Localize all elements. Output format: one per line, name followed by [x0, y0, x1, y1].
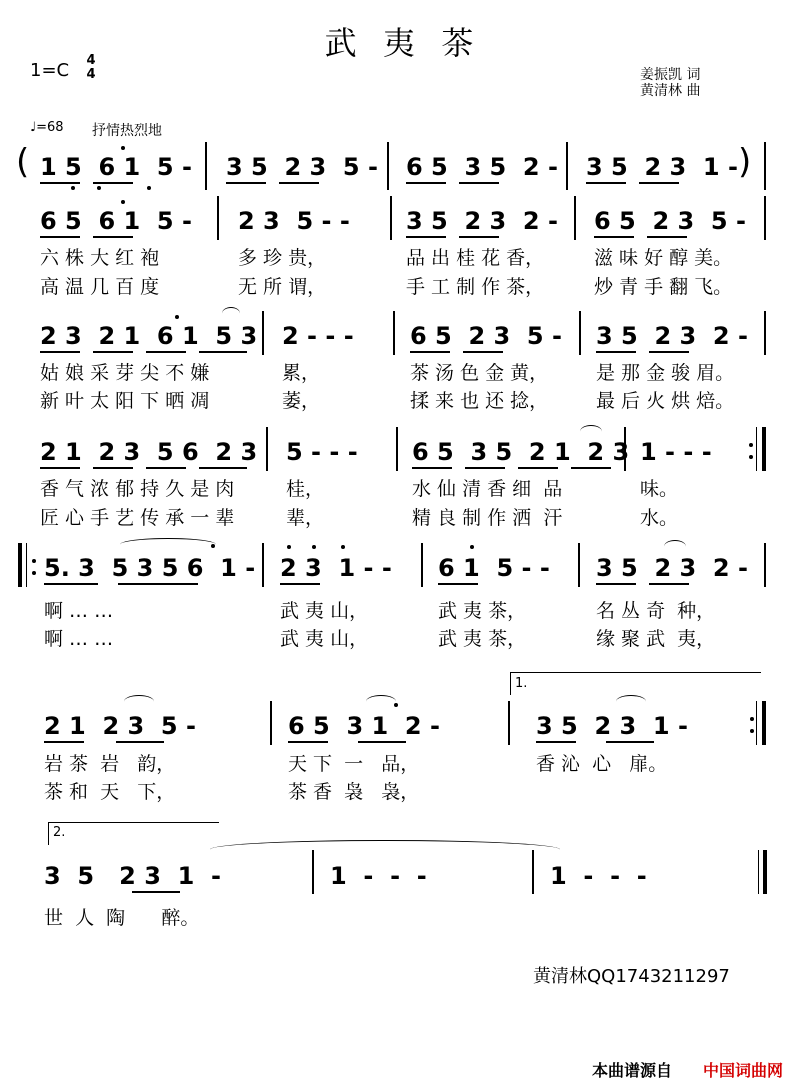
barline	[217, 196, 219, 240]
underline-beam	[412, 467, 452, 469]
lyrics-line: 世 人 陶 醉。	[44, 907, 200, 929]
repeat-dot	[749, 443, 753, 447]
underline-beam	[93, 467, 133, 469]
underline-beam	[279, 182, 319, 184]
lyrics-line: 茶 和 天 下，	[44, 781, 176, 803]
lyrics-line: 缘 聚 武 夷，	[596, 628, 716, 650]
barline	[764, 543, 766, 587]
barline	[574, 196, 576, 240]
repeat-barline	[18, 543, 22, 587]
lyrics-line: 桂，	[286, 478, 325, 500]
lyrics-line: 是 那 金 骏 眉。	[596, 362, 735, 384]
lyrics-line: 多 珍 贵，	[238, 247, 327, 269]
underline-beam	[40, 351, 80, 353]
lyrics-line: 新 叶 太 阳 下 晒 凋	[40, 390, 210, 412]
measure-notes: 3 5 2 3 1 -	[44, 862, 222, 890]
measure-notes: 3 5 2 3 1 -	[586, 153, 738, 181]
underline-beam	[406, 236, 446, 238]
underline-beam	[465, 467, 505, 469]
repeat-barline	[26, 543, 27, 587]
slur-mark	[222, 307, 240, 320]
lyrics-line: 啊 … …	[44, 628, 114, 650]
measure-notes: 1 - - -	[550, 862, 647, 890]
lyrics-line: 精 良 制 作 洒 汗	[412, 507, 563, 529]
barline	[764, 196, 766, 240]
octave-dot-high	[121, 146, 125, 150]
lyrics-line: 萎，	[282, 390, 321, 412]
repeat-barline	[756, 701, 757, 745]
underline-beam	[40, 236, 80, 238]
barline	[579, 311, 581, 355]
measure-notes: 3 5 2 3 2 -	[596, 322, 748, 350]
underline-beam	[93, 236, 133, 238]
underline-beam	[586, 182, 626, 184]
underline-beam	[40, 467, 80, 469]
barline	[396, 427, 398, 471]
octave-dot-high	[211, 544, 215, 548]
measure-notes: 6 5 3 5 2 1 2 3	[412, 438, 630, 466]
barline	[390, 196, 392, 240]
underline-beam	[199, 467, 247, 469]
open-paren: (	[16, 142, 30, 182]
measure-notes: 3 5 2 3 5 -	[226, 153, 378, 181]
lyrics-line: 辈，	[286, 507, 325, 529]
underline-beam	[44, 583, 98, 585]
lyrics-line: 天 下 一 品，	[288, 753, 420, 775]
volta-bracket-1	[510, 672, 761, 695]
octave-dot-high	[394, 703, 398, 707]
measure-notes: 1 - - -	[330, 862, 427, 890]
octave-dot-high	[175, 315, 179, 319]
lyrics-line: 品 出 桂 花 香，	[406, 247, 545, 269]
underline-beam	[649, 583, 689, 585]
lyrics-line: 武 夷 山，	[280, 600, 369, 622]
underline-beam	[596, 351, 636, 353]
measure-notes: 3 5 2 3 1 -	[536, 712, 688, 740]
volta-bracket-2	[48, 822, 219, 845]
measure-notes: 3 5 2 3 2 -	[406, 207, 558, 235]
lyrics-line: 水 仙 清 香 细 品	[412, 478, 563, 500]
lyrics-line: 武 夷 茶，	[438, 600, 527, 622]
final-barline	[758, 850, 759, 894]
tie-mark	[210, 840, 560, 859]
lyrics-line: 茶 香 袅 袅，	[288, 781, 420, 803]
underline-beam	[459, 236, 499, 238]
underline-beam	[647, 236, 687, 238]
lyrics-line: 啊 … …	[44, 600, 114, 622]
slur-mark	[366, 695, 396, 708]
lyrics-line: 水。	[640, 507, 679, 529]
underline-beam	[199, 351, 247, 353]
lyrics-line: 高 温 几 百 度	[40, 276, 160, 298]
measure-notes: 6 5 3 5 2 -	[406, 153, 558, 181]
lyricist-credit: 姜振凯 词	[640, 67, 701, 83]
barline	[312, 850, 314, 894]
slur-mark	[580, 425, 602, 438]
underline-beam	[280, 583, 320, 585]
lyrics-line: 炒 青 手 翻 飞。	[594, 276, 733, 298]
time-signature-top: 4	[86, 53, 96, 68]
slur-mark	[616, 695, 646, 708]
measure-notes: 2 - - -	[282, 322, 354, 350]
underline-beam	[146, 351, 186, 353]
measure-notes: 1 - - -	[640, 438, 712, 466]
barline	[393, 311, 395, 355]
lyrics-line: 武 夷 山，	[280, 628, 369, 650]
lyrics-line: 揉 来 也 还 捻，	[410, 390, 549, 412]
measure-notes: 2 1 2 3 5 6 2 3	[40, 438, 258, 466]
lyrics-line: 香 沁 心 扉。	[536, 753, 668, 775]
measure-notes: 2 3 2 1 6 1 5 3	[40, 322, 258, 350]
final-barline	[763, 850, 767, 894]
lyrics-line: 最 后 火 烘 焙。	[596, 390, 735, 412]
composer-credit: 黄清林 曲	[640, 83, 701, 99]
lyrics-line: 武 夷 茶，	[438, 628, 527, 650]
octave-dot-high	[121, 200, 125, 204]
underline-beam	[40, 182, 80, 184]
underline-beam	[518, 467, 558, 469]
barline	[421, 543, 423, 587]
underline-beam	[116, 741, 164, 743]
repeat-barline	[756, 427, 757, 471]
octave-dot-low	[97, 186, 101, 190]
underline-beam	[132, 891, 180, 893]
lyrics-line: 无 所 谓，	[238, 276, 327, 298]
lyrics-line: 手 工 制 作 茶，	[406, 276, 545, 298]
repeat-dot	[32, 559, 36, 563]
measure-notes: 6 5 3 1 2 -	[288, 712, 440, 740]
close-paren: )	[738, 142, 752, 182]
underline-beam	[226, 182, 266, 184]
underline-beam	[606, 741, 654, 743]
measure-notes: 5. 3 5 3 5 6 1 -	[44, 554, 256, 582]
underline-beam	[410, 351, 450, 353]
measure-notes: 3 5 2 3 2 -	[596, 554, 748, 582]
repeat-barline	[762, 427, 766, 471]
lyrics-line: 岩 茶 岩 韵，	[44, 753, 176, 775]
measure-notes: 6 5 2 3 5 -	[594, 207, 746, 235]
lyrics-line: 姑 娘 采 芽 尖 不 嫌	[40, 362, 210, 384]
underline-beam	[459, 182, 499, 184]
measure-notes: 2 1 2 3 5 -	[44, 712, 196, 740]
octave-dot-high	[341, 545, 345, 549]
footer-source-label: 本曲谱源自	[592, 1061, 673, 1080]
repeat-dot	[749, 455, 753, 459]
measure-notes: 1 5 6 1 5 -	[40, 153, 192, 181]
time-signature	[84, 54, 98, 82]
underline-beam	[639, 182, 679, 184]
lyrics-line: 滋 味 好 醇 美。	[594, 247, 733, 269]
measure-notes: 5 - - -	[286, 438, 358, 466]
slur-mark	[664, 540, 686, 553]
octave-dot-low	[71, 186, 75, 190]
lyrics-line: 名 丛 奇 种，	[596, 600, 716, 622]
octave-dot-high	[312, 545, 316, 549]
lyrics-line: 香 气 浓 郁 持 久 是 肉	[40, 478, 235, 500]
lyrics-line: 味。	[640, 478, 679, 500]
barline	[566, 142, 568, 190]
underline-beam	[571, 467, 611, 469]
lyrics-line: 匠 心 手 艺 传 承 一 辈	[40, 507, 235, 529]
barline	[266, 427, 268, 471]
volta-label-2: 2.	[53, 825, 66, 840]
arranger-signature: 黄清林QQ1743211297	[533, 966, 730, 987]
underline-beam	[118, 583, 198, 585]
underline-beam	[594, 236, 634, 238]
underline-beam	[358, 741, 406, 743]
barline	[262, 311, 264, 355]
underline-beam	[93, 351, 133, 353]
barline	[262, 543, 264, 587]
lyrics-line: 累，	[282, 362, 321, 384]
underline-beam	[463, 351, 503, 353]
measure-notes: 2 3 5 - -	[238, 207, 350, 235]
time-signature-bottom: 4	[86, 67, 96, 82]
barline	[764, 311, 766, 355]
underline-beam	[93, 182, 133, 184]
repeat-dot	[750, 717, 754, 721]
repeat-dot	[32, 571, 36, 575]
measure-notes: 6 5 2 3 5 -	[410, 322, 562, 350]
measure-notes: 2 3 1 - -	[280, 554, 392, 582]
underline-beam	[438, 583, 478, 585]
tempo-marking: ♩=68	[30, 120, 64, 135]
barline	[205, 142, 207, 190]
barline	[624, 427, 626, 471]
slur-mark	[124, 695, 154, 708]
underline-beam	[649, 351, 689, 353]
barline	[508, 701, 510, 745]
lyrics-line: 六 株 大 红 袍	[40, 247, 160, 269]
barline	[764, 142, 766, 190]
volta-label-1: 1.	[515, 676, 528, 691]
measure-notes: 6 1 5 - -	[438, 554, 550, 582]
underline-beam	[146, 467, 186, 469]
key-signature: 1=C	[30, 60, 70, 81]
barline	[532, 850, 534, 894]
octave-dot-high	[470, 545, 474, 549]
repeat-barline	[762, 701, 766, 745]
underline-beam	[406, 182, 446, 184]
song-title: 武 夷 茶	[324, 24, 476, 62]
measure-notes: 6 5 6 1 5 -	[40, 207, 192, 235]
underline-beam	[596, 583, 636, 585]
footer-site-link[interactable]: 中国词曲网	[703, 1061, 784, 1080]
underline-beam	[44, 741, 84, 743]
barline	[270, 701, 272, 745]
lyrics-line: 茶 汤 色 金 黄，	[410, 362, 549, 384]
octave-dot-high	[287, 545, 291, 549]
barline	[387, 142, 389, 190]
underline-beam	[288, 741, 328, 743]
repeat-dot	[750, 729, 754, 733]
slur-mark	[120, 538, 216, 551]
barline	[578, 543, 580, 587]
expression-marking: 抒情热烈地	[92, 123, 162, 139]
underline-beam	[536, 741, 576, 743]
octave-dot-low	[147, 186, 151, 190]
